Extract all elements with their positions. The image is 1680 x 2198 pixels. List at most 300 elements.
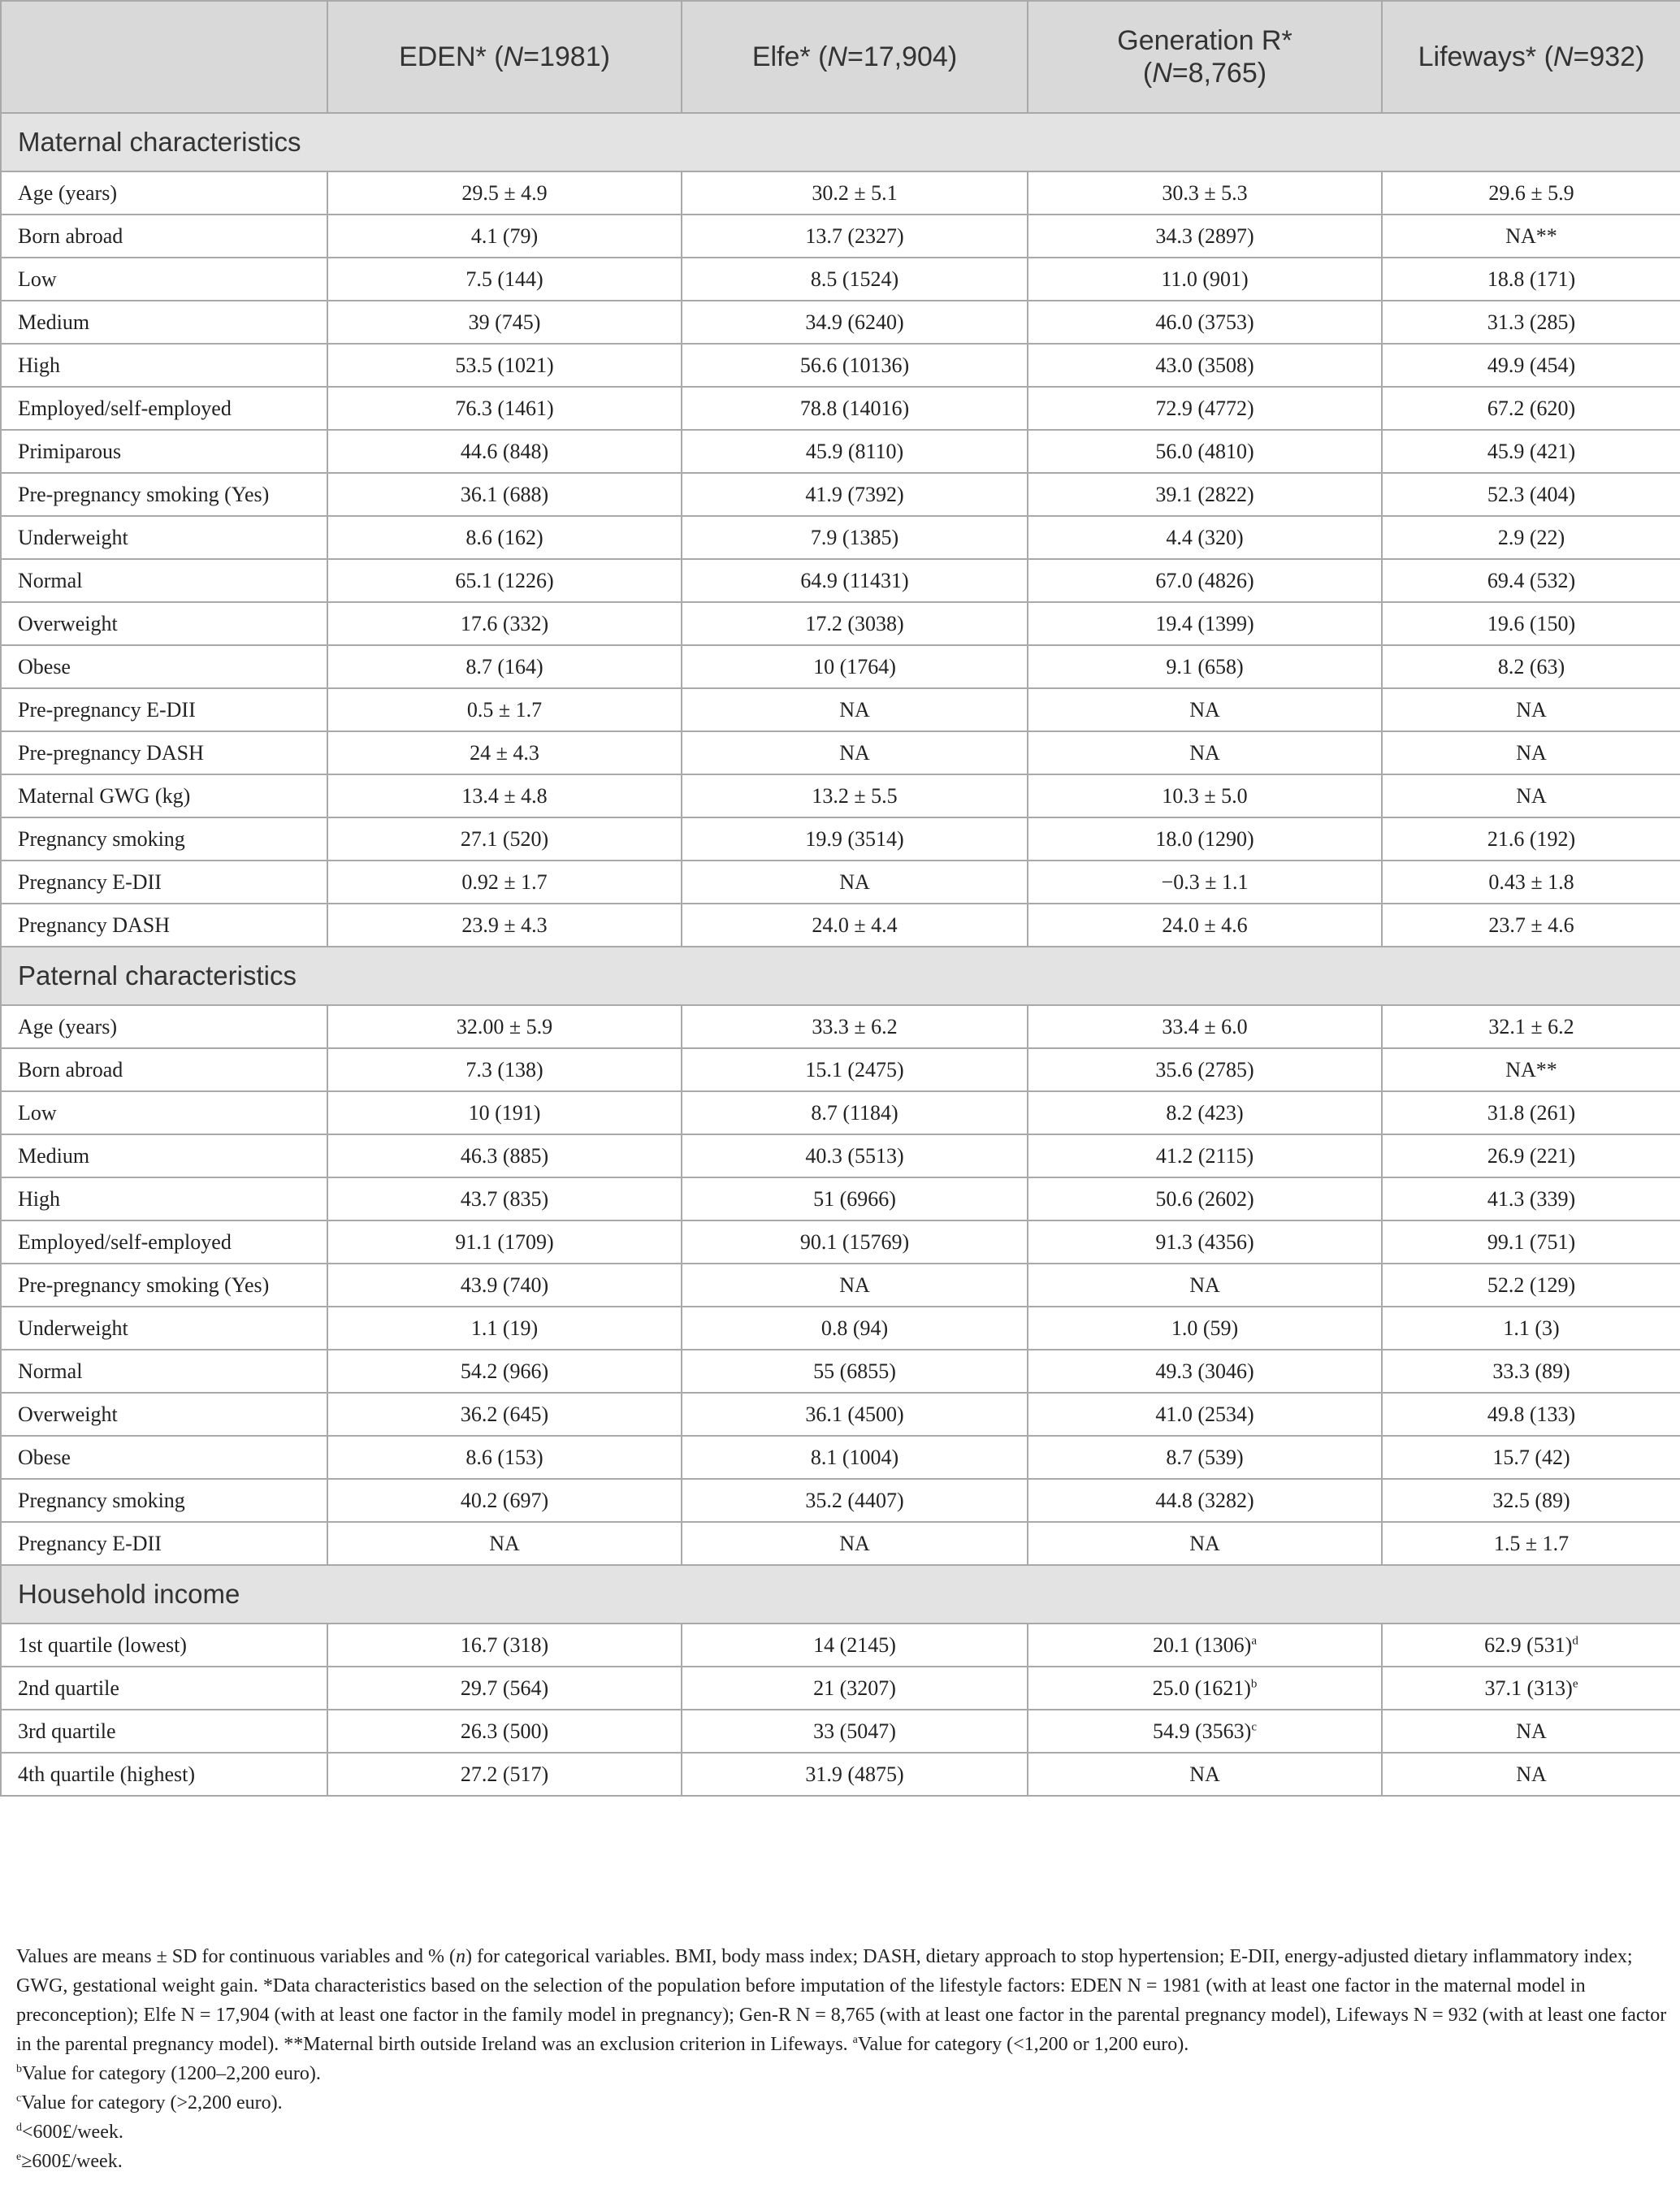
cell-value: 15.7 (42)	[1492, 1445, 1570, 1469]
value-cell	[1028, 1091, 1382, 1134]
value-cell	[327, 1220, 682, 1264]
value-cell	[1028, 1134, 1382, 1177]
value-cell	[1382, 258, 1680, 301]
cell-value: 69.4 (532)	[1487, 568, 1576, 592]
value-cell	[327, 1624, 682, 1667]
row-label: Pregnancy E-DII	[1, 861, 327, 904]
cell-value: 18.8 (171)	[1487, 267, 1576, 291]
cell-value: 8.7 (164)	[465, 654, 543, 678]
row-label: Underweight	[1, 516, 327, 559]
value-cell	[1028, 473, 1382, 516]
value-cell	[1382, 301, 1680, 344]
table-row	[1, 1048, 1680, 1091]
cell-value: 4.4 (320)	[1166, 525, 1244, 549]
cell-value: 34.9 (6240)	[805, 310, 904, 334]
value-cell	[682, 344, 1028, 387]
cell-value: 0.43 ± 1.8	[1488, 869, 1574, 894]
cell-value: 36.1 (688)	[460, 482, 549, 506]
cell-value: 43.0 (3508)	[1155, 353, 1254, 377]
table-row	[1, 1177, 1680, 1220]
value-cell	[1028, 1479, 1382, 1522]
cell-value: 90.1 (15769)	[799, 1229, 910, 1254]
table-row	[1, 1393, 1680, 1436]
value-cell	[1028, 602, 1382, 645]
row-label: Underweight	[1, 1307, 327, 1350]
value-cell	[327, 645, 682, 688]
table-row	[1, 645, 1680, 688]
value-cell	[1382, 1753, 1680, 1796]
cell-value: 19.6 (150)	[1487, 611, 1576, 635]
value-cell	[1382, 1134, 1680, 1177]
value-cell	[682, 473, 1028, 516]
table-row	[1, 516, 1680, 559]
table-row	[1, 1350, 1680, 1393]
cell-value: 9.1 (658)	[1166, 654, 1244, 678]
cell-value: 18.0 (1290)	[1155, 826, 1254, 851]
value-cell	[1382, 473, 1680, 516]
cell-value: 41.2 (2115)	[1155, 1143, 1254, 1168]
cell-value: 15.1 (2475)	[805, 1057, 904, 1082]
cell-value: 23.9 ± 4.3	[461, 913, 548, 937]
value-cell	[1028, 516, 1382, 559]
value-cell	[682, 817, 1028, 861]
footnote-b: $^b$Value for category (1200–2,200 euro).	[16, 2063, 321, 2084]
section-title: Maternal characteristics	[1, 113, 1680, 171]
value-cell	[1382, 1710, 1680, 1753]
table-header-row	[1, 1, 1680, 113]
value-cell	[1382, 171, 1680, 215]
value-cell	[327, 1091, 682, 1134]
cell-value: 13.7 (2327)	[805, 223, 904, 248]
cell-value: 16.7 (318)	[460, 1632, 549, 1657]
row-label: 2nd quartile	[1, 1667, 327, 1710]
cell-value: 39.1 (2822)	[1155, 482, 1254, 506]
value-cell	[1028, 774, 1382, 817]
cell-value: 76.3 (1461)	[455, 396, 554, 420]
cell-value: 35.2 (4407)	[805, 1488, 904, 1512]
cell-value: 8.6 (153)	[465, 1445, 543, 1469]
cell-value: 43.7 (835)	[460, 1186, 549, 1211]
cell-value: 49.8 (133)	[1487, 1402, 1576, 1426]
value-cell	[327, 1264, 682, 1307]
cell-value: 36.1 (4500)	[805, 1402, 904, 1426]
cell-value: 51 (6966)	[813, 1186, 896, 1211]
cell-value: 29.5 ± 4.9	[461, 180, 548, 205]
value-cell	[1382, 904, 1680, 947]
cell-value: 2.9 (22)	[1497, 525, 1565, 549]
value-cell	[1028, 1624, 1382, 1667]
cell-value: 26.3 (500)	[460, 1719, 549, 1743]
table-row	[1, 1134, 1680, 1177]
row-label: Obese	[1, 645, 327, 688]
table-row	[1, 1436, 1680, 1479]
cell-value: 8.5 (1524)	[810, 267, 899, 291]
cell-value: 32.1 ± 6.2	[1488, 1014, 1574, 1038]
cell-value: 55 (6855)	[813, 1359, 896, 1383]
cell-value: NA	[839, 869, 870, 894]
value-cell	[682, 258, 1028, 301]
value-cell	[327, 1134, 682, 1177]
cell-value: 13.4 ± 4.8	[461, 783, 548, 808]
row-label: Overweight	[1, 1393, 327, 1436]
footnote-d: $^d$<600£/week.	[16, 2122, 123, 2143]
row-label: Maternal GWG (kg)	[1, 774, 327, 817]
value-cell	[1382, 1048, 1680, 1091]
cell-value: 1.0 (59)	[1171, 1316, 1239, 1340]
row-label: Pregnancy DASH	[1, 904, 327, 947]
value-cell	[682, 1710, 1028, 1753]
value-cell	[1382, 688, 1680, 731]
row-label: Age (years)	[1, 1005, 327, 1048]
cell-value: 8.6 (162)	[465, 525, 543, 549]
cell-value: 26.9 (221)	[1487, 1143, 1576, 1168]
cell-value: 7.9 (1385)	[810, 525, 899, 549]
value-cell	[327, 731, 682, 774]
value-cell	[1028, 1350, 1382, 1393]
table-row	[1, 731, 1680, 774]
cell-value: 40.2 (697)	[460, 1488, 549, 1512]
value-cell	[682, 645, 1028, 688]
table-row	[1, 1710, 1680, 1753]
value-cell	[327, 688, 682, 731]
cell-value: 33 (5047)	[813, 1719, 896, 1743]
value-cell	[1382, 602, 1680, 645]
section-title: Paternal characteristics	[1, 947, 1680, 1005]
table-row	[1, 1624, 1680, 1667]
value-cell	[682, 904, 1028, 947]
value-cell	[1028, 171, 1382, 215]
value-cell	[682, 1307, 1028, 1350]
row-label: Normal	[1, 559, 327, 602]
header-elfe: Elfe* (N=17,904)	[682, 1, 1028, 113]
value-cell	[682, 516, 1028, 559]
row-label: Pregnancy smoking	[1, 1479, 327, 1522]
cell-value: 29.6 ± 5.9	[1488, 180, 1574, 205]
cell-value: 10.3 ± 5.0	[1162, 783, 1248, 808]
value-cell	[1028, 301, 1382, 344]
cell-value: 44.6 (848)	[460, 439, 549, 463]
value-cell	[682, 1667, 1028, 1710]
cell-value: NA	[489, 1531, 520, 1555]
table-row	[1, 171, 1680, 215]
header-empty-cell	[1, 1, 327, 113]
value-cell	[1382, 430, 1680, 473]
table-row	[1, 1479, 1680, 1522]
value-cell	[327, 817, 682, 861]
cell-value: 56.0 (4810)	[1155, 439, 1254, 463]
cell-value: 67.2 (620)	[1487, 396, 1576, 420]
header-lifeways: Lifeways* (N=932)	[1382, 1, 1680, 113]
cell-value: 35.6 (2785)	[1155, 1057, 1254, 1082]
cell-value: NA	[1189, 1272, 1220, 1297]
cell-value: 7.3 (138)	[465, 1057, 543, 1082]
section-header-row	[1, 947, 1680, 1005]
value-cell	[1382, 1264, 1680, 1307]
cell-value: 1.1 (3)	[1503, 1316, 1560, 1340]
value-cell	[327, 1307, 682, 1350]
value-cell	[1028, 861, 1382, 904]
value-cell	[327, 171, 682, 215]
cell-value: 31.8 (261)	[1487, 1100, 1576, 1125]
cell-value: NA	[1189, 740, 1220, 765]
value-cell	[682, 301, 1028, 344]
cell-value: 67.0 (4826)	[1155, 568, 1254, 592]
cell-value: 8.7 (1184)	[811, 1100, 898, 1125]
value-cell	[1382, 344, 1680, 387]
cell-value: −0.3 ± 1.1	[1161, 869, 1249, 894]
value-cell	[327, 1177, 682, 1220]
cell-value: 0.5 ± 1.7	[466, 697, 543, 722]
footnote-c: $^c$Value for category (>2,200 euro).	[16, 2092, 283, 2113]
row-label: Age (years)	[1, 171, 327, 215]
value-cell	[1028, 817, 1382, 861]
table-row	[1, 904, 1680, 947]
cell-value: 45.9 (421)	[1487, 439, 1576, 463]
cell-value: NA**	[1505, 223, 1557, 248]
value-cell	[327, 1479, 682, 1522]
value-cell	[682, 1479, 1028, 1522]
table-row	[1, 774, 1680, 817]
note-main: Values are means ± SD for continuous variables and % (n) for categorical variables. BMI, body mass index; DASH, dietary approach to stop hypertension; E-DII, energy-adjusted dietary inflammatory index; GWG, gestational weight gain. *Data characteristics based on the selection of the population before imputation of the lifestyle factors: EDEN N = 1981 (with at least one factor in the maternal model in preconception); Elfe N = 17,904 (with at least one factor in the family model in pregnancy); Gen-R N = 8,765 (with at least one factor in the parental pregnancy model), Lifeways N = 932 (with at least one factor in the parental pregnancy model). **Maternal birth outside Ireland was an exclusion criterion in Lifeways. $^a$Value for category (<1,200 or 1,200 euro).	[16, 1946, 1667, 2055]
cell-value: NA	[1189, 1531, 1220, 1555]
value-cell	[327, 430, 682, 473]
cell-value: 17.2 (3038)	[805, 611, 904, 635]
table-row	[1, 387, 1680, 430]
value-cell	[682, 1522, 1028, 1565]
cell-value: NA	[1516, 1719, 1547, 1743]
value-cell	[327, 387, 682, 430]
value-cell	[1382, 1479, 1680, 1522]
row-label: Pregnancy smoking	[1, 817, 327, 861]
value-cell	[1028, 430, 1382, 473]
row-label: Born abroad	[1, 215, 327, 258]
cell-value: 64.9 (11431)	[800, 568, 909, 592]
value-cell	[1382, 1220, 1680, 1264]
value-cell	[1028, 559, 1382, 602]
cell-value: 99.1 (751)	[1487, 1229, 1576, 1254]
cell-value: NA	[839, 1531, 870, 1555]
cell-value: 27.2 (517)	[460, 1762, 549, 1786]
row-label: 1st quartile (lowest)	[1, 1624, 327, 1667]
value-cell	[327, 1667, 682, 1710]
value-cell	[327, 215, 682, 258]
footnote-e: $^e$≥600£/week.	[16, 2151, 123, 2172]
cell-value: 32.5 (89)	[1492, 1488, 1570, 1512]
table-row	[1, 602, 1680, 645]
value-cell	[1028, 1048, 1382, 1091]
cell-value: 40.3 (5513)	[805, 1143, 904, 1168]
value-cell	[1382, 1307, 1680, 1350]
value-cell	[1382, 774, 1680, 817]
footnote-marker: c	[1251, 1719, 1257, 1733]
cell-value: 31.9 (4875)	[805, 1762, 904, 1786]
value-cell	[682, 1134, 1028, 1177]
cell-value: 0.92 ± 1.7	[461, 869, 548, 894]
value-cell	[327, 602, 682, 645]
cell-value: 56.6 (10136)	[799, 353, 910, 377]
cell-value: 52.3 (404)	[1487, 482, 1576, 506]
value-cell	[1028, 645, 1382, 688]
cell-value: 14 (2145)	[813, 1632, 896, 1657]
cell-value: 44.8 (3282)	[1155, 1488, 1254, 1512]
row-label: 4th quartile (highest)	[1, 1753, 327, 1796]
cell-value: 50.6 (2602)	[1155, 1186, 1254, 1211]
section-header-row	[1, 113, 1680, 171]
cell-value: 1.5 ± 1.7	[1493, 1531, 1570, 1555]
value-cell	[1028, 1005, 1382, 1048]
cell-value: 53.5 (1021)	[455, 353, 554, 377]
cell-value: 24.0 ± 4.6	[1162, 913, 1248, 937]
value-cell	[327, 559, 682, 602]
table-row	[1, 258, 1680, 301]
value-cell	[682, 171, 1028, 215]
value-cell	[327, 774, 682, 817]
cell-value: 7.5 (144)	[465, 267, 543, 291]
row-label: Pre-pregnancy DASH	[1, 731, 327, 774]
table-row	[1, 1522, 1680, 1565]
header-eden: EDEN* (N=1981)	[327, 1, 682, 113]
value-cell	[682, 559, 1028, 602]
value-cell	[1382, 731, 1680, 774]
value-cell	[682, 1753, 1028, 1796]
row-label: Normal	[1, 1350, 327, 1393]
value-cell	[682, 1005, 1028, 1048]
value-cell	[1028, 1307, 1382, 1350]
value-cell	[327, 1350, 682, 1393]
cell-value: 24.0 ± 4.4	[812, 913, 898, 937]
row-label: Low	[1, 258, 327, 301]
value-cell	[1028, 688, 1382, 731]
cell-value: 21.6 (192)	[1487, 826, 1576, 851]
value-cell	[1382, 1624, 1680, 1667]
value-cell	[1028, 387, 1382, 430]
value-cell	[1382, 387, 1680, 430]
value-cell	[327, 473, 682, 516]
table-row	[1, 473, 1680, 516]
cell-value: 13.2 ± 5.5	[812, 783, 898, 808]
row-label: Obese	[1, 1436, 327, 1479]
cell-value: 36.2 (645)	[460, 1402, 549, 1426]
value-cell	[682, 602, 1028, 645]
cell-value: 62.9 (531)	[1484, 1632, 1573, 1657]
value-cell	[682, 688, 1028, 731]
value-cell	[682, 861, 1028, 904]
cell-value: 21 (3207)	[813, 1676, 896, 1700]
table-row	[1, 430, 1680, 473]
cell-value: NA	[1516, 740, 1547, 765]
cell-value: NA	[1516, 783, 1547, 808]
value-cell	[1382, 1667, 1680, 1710]
value-cell	[682, 1350, 1028, 1393]
cell-value: NA	[1189, 1762, 1220, 1786]
value-cell	[1382, 645, 1680, 688]
footnote-marker: b	[1250, 1676, 1258, 1690]
value-cell	[682, 731, 1028, 774]
cell-value: 91.3 (4356)	[1155, 1229, 1254, 1254]
cell-value: 33.3 ± 6.2	[812, 1014, 898, 1038]
value-cell	[1028, 1393, 1382, 1436]
value-cell	[327, 1005, 682, 1048]
section-header-row	[1, 1565, 1680, 1624]
row-label: Employed/self-employed	[1, 1220, 327, 1264]
value-cell	[327, 1436, 682, 1479]
cell-value: 41.0 (2534)	[1155, 1402, 1254, 1426]
value-cell	[682, 430, 1028, 473]
value-cell	[1028, 904, 1382, 947]
table-row	[1, 1005, 1680, 1048]
value-cell	[1028, 344, 1382, 387]
table-body	[1, 113, 1680, 1796]
row-label: Born abroad	[1, 1048, 327, 1091]
cell-value: 52.2 (129)	[1487, 1272, 1576, 1297]
cell-value: 54.9 (3563)	[1153, 1719, 1252, 1743]
value-cell	[327, 1393, 682, 1436]
value-cell	[327, 1048, 682, 1091]
value-cell	[1382, 1005, 1680, 1048]
value-cell	[1028, 1264, 1382, 1307]
value-cell	[1382, 1091, 1680, 1134]
cell-value: NA	[1516, 1762, 1547, 1786]
table-row	[1, 1753, 1680, 1796]
table-row	[1, 1220, 1680, 1264]
footnote-marker: d	[1572, 1633, 1578, 1647]
cell-value: 37.1 (313)	[1484, 1676, 1573, 1700]
row-label: Employed/self-employed	[1, 387, 327, 430]
value-cell	[682, 215, 1028, 258]
value-cell	[1382, 1436, 1680, 1479]
table-row	[1, 688, 1680, 731]
row-label: Pregnancy E-DII	[1, 1522, 327, 1565]
value-cell	[682, 1393, 1028, 1436]
cell-value: NA**	[1505, 1057, 1557, 1082]
value-cell	[1028, 258, 1382, 301]
row-label: High	[1, 1177, 327, 1220]
cell-value: 31.3 (285)	[1487, 310, 1576, 334]
cell-value: 11.0 (901)	[1161, 267, 1249, 291]
row-label: Pre-pregnancy smoking (Yes)	[1, 1264, 327, 1307]
value-cell	[682, 1177, 1028, 1220]
value-cell	[1028, 1710, 1382, 1753]
value-cell	[1028, 1667, 1382, 1710]
row-label: Pre-pregnancy E-DII	[1, 688, 327, 731]
table-notes	[16, 1942, 1674, 2176]
cell-value: 25.0 (1621)	[1152, 1676, 1251, 1700]
value-cell	[1382, 559, 1680, 602]
cell-value: 10 (1764)	[813, 654, 896, 678]
value-cell	[682, 1624, 1028, 1667]
cell-value: NA	[1516, 697, 1547, 722]
value-cell	[1382, 1522, 1680, 1565]
cell-value: 91.1 (1709)	[455, 1229, 554, 1254]
cell-value: 10 (191)	[468, 1100, 541, 1125]
cell-value: 24 ± 4.3	[470, 740, 539, 765]
cell-value: 54.2 (966)	[460, 1359, 549, 1383]
table-row	[1, 301, 1680, 344]
cell-value: NA	[839, 740, 870, 765]
cell-value: 46.3 (885)	[460, 1143, 549, 1168]
table-row	[1, 559, 1680, 602]
table-row	[1, 861, 1680, 904]
value-cell	[682, 1220, 1028, 1264]
cell-value: 4.1 (79)	[470, 223, 539, 248]
value-cell	[327, 861, 682, 904]
cell-value: 49.9 (454)	[1487, 353, 1576, 377]
value-cell	[1028, 1522, 1382, 1565]
footnote-marker: a	[1251, 1633, 1257, 1647]
cell-value: 8.1 (1004)	[810, 1445, 899, 1469]
cell-value: 33.4 ± 6.0	[1162, 1014, 1248, 1038]
value-cell	[327, 258, 682, 301]
